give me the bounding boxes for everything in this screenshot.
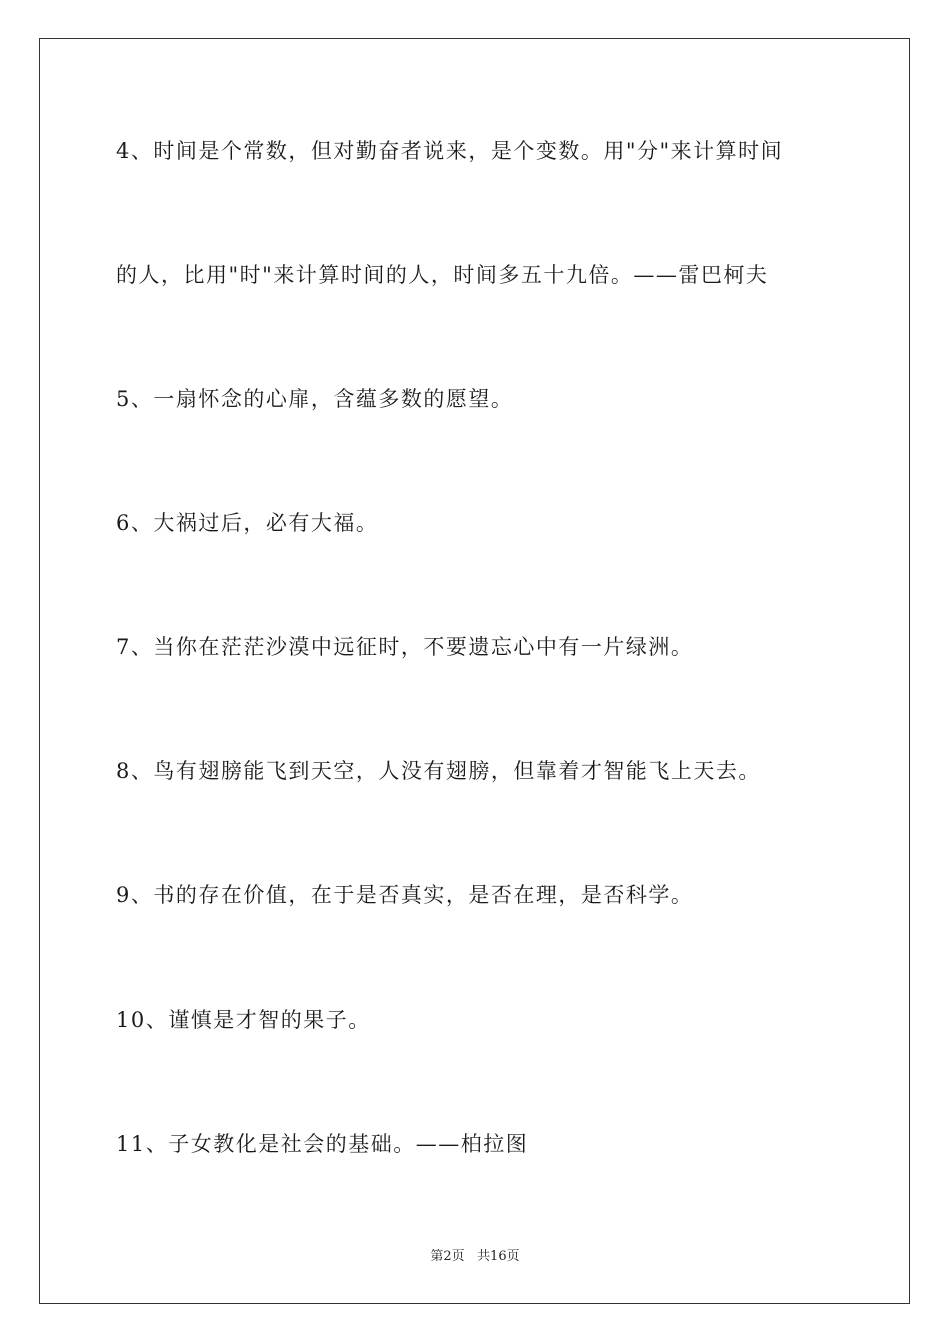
page-number-footer: 第2页 共16页 [430, 1249, 520, 1264]
page-border [39, 38, 910, 1304]
quote-line-5: 5、一扇怀念的心扉，含蕴多数的愿望。 [116, 387, 514, 411]
quote-line-4b: 的人，比用"时"来计算时间的人，时间多五十九倍。——雷巴柯夫 [116, 263, 769, 287]
quote-line-6: 6、大祸过后，必有大福。 [116, 511, 379, 535]
quote-line-11: 11、子女教化是社会的基础。——柏拉图 [116, 1132, 529, 1156]
quote-line-4a: 4、时间是个常数，但对勤奋者说来，是个变数。用"分"来计算时间 [116, 139, 784, 163]
quote-line-9: 9、书的存在价值，在于是否真实，是否在理，是否科学。 [116, 883, 694, 907]
quote-line-8: 8、鸟有翅膀能飞到天空，人没有翅膀，但靠着才智能飞上天去。 [116, 759, 761, 783]
quote-line-10: 10、谨慎是才智的果子。 [116, 1008, 371, 1032]
quote-line-7: 7、当你在茫茫沙漠中远征时，不要遗忘心中有一片绿洲。 [116, 635, 694, 659]
